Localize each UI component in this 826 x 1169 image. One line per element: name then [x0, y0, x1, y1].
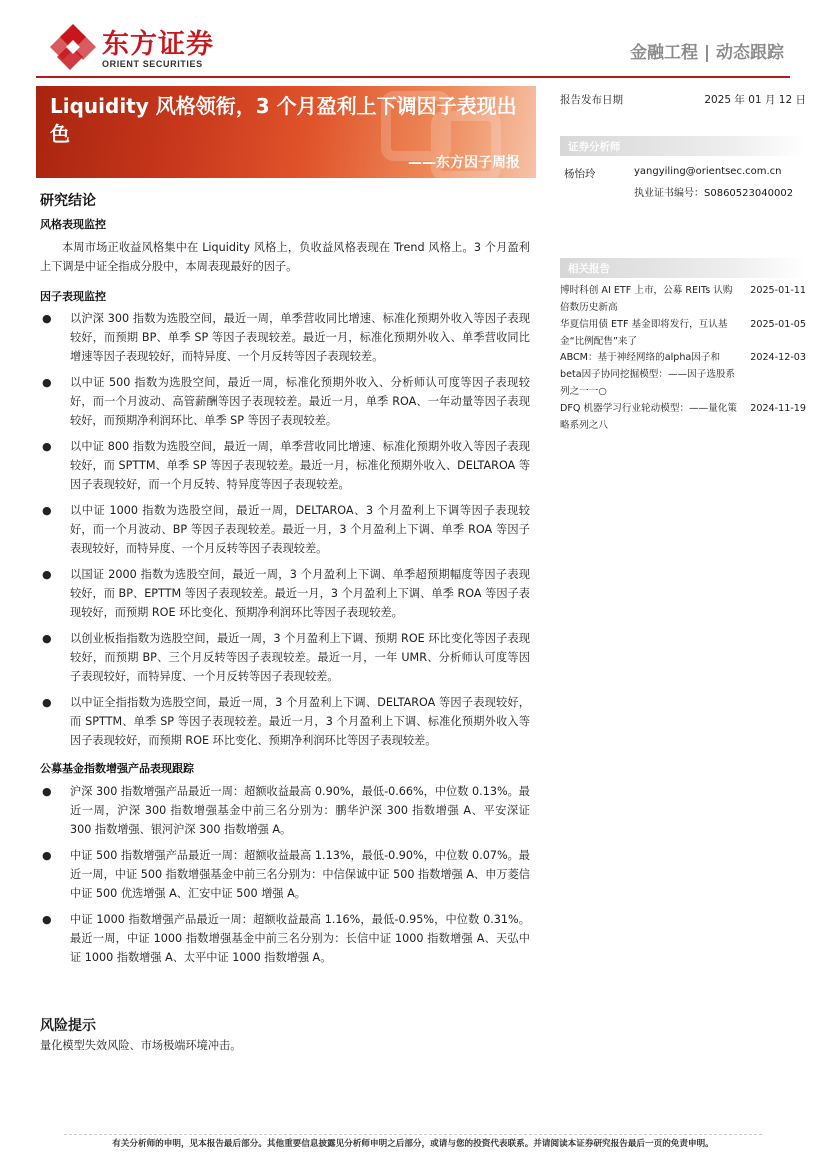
fund-bullet-list: [40, 782, 530, 967]
risk-text: 量化模型失效风险、市场极端环境冲击。: [40, 1039, 242, 1052]
logo-text-en: ORIENT SECURITIES: [102, 59, 203, 69]
factor-bullet-gz2000: [40, 565, 530, 622]
analyst-cert-number: 执业证书编号：S0860523040002: [634, 188, 794, 199]
bullet-text: 以沪深 300 指数为选股空间，最近一周，单季营收同比增速、标准化预期外收入等因子表现较好，而预期 BP、单季 SP 等因子表现较差。最近一月，标准化预期外收入、单季营收同比增速等因子表现较好，而特异度、一个月反转等因子表现较差。: [70, 312, 530, 363]
related-report-date: 2025-01-05: [750, 319, 806, 330]
bullet-dot-icon: ●: [42, 440, 52, 453]
footer-divider: [64, 1134, 762, 1135]
risk-heading: 风险提示: [40, 1018, 96, 1034]
related-report-item[interactable]: [560, 316, 806, 350]
related-report-item[interactable]: [560, 400, 806, 434]
related-report-title[interactable]: 华夏信用债 ETF 基金即将发行，互认基金“比例配售”来了: [560, 319, 728, 347]
related-report-date: 2024-11-19: [750, 403, 806, 414]
bullet-dot-icon: ●: [42, 632, 52, 645]
style-monitor-heading: 风格表现监控: [40, 218, 106, 231]
header-divider: [36, 76, 790, 78]
publish-date-row: [560, 92, 806, 107]
factor-bullet-zz1000: [40, 501, 530, 558]
related-report-date: 2024-12-03: [750, 352, 806, 363]
logo-mark-icon: [50, 24, 96, 70]
bullet-dot-icon: ●: [42, 849, 52, 862]
footer-disclaimer: 有关分析师的申明，见本报告最后部分。其他重要信息披露见分析师申明之后部分，或请与您的投资代表联系。并请阅读本证券研究报告最后一页的免责申明。: [112, 1139, 714, 1149]
related-report-title[interactable]: 博时科创 AI ETF 上市，公募 REITs 认购倍数历史新高: [560, 285, 733, 313]
bullet-dot-icon: ●: [42, 568, 52, 581]
bullet-text: 以创业板指指数为选股空间，最近一周，3 个月盈利上下调、预期 ROE 环比变化等因子表现较好，而预期 BP、三个月反转等因子表现较差。最近一月，一年 UMR、分析师认可度等因子表现较好，而特异度、一个月反转等因子表现较差。: [70, 632, 530, 683]
factor-bullet-cyb: [40, 629, 530, 686]
bullet-dot-icon: ●: [42, 696, 52, 709]
analyst-section-header: [560, 136, 806, 156]
bullet-dot-icon: ●: [42, 376, 52, 389]
bullet-text: 中证 1000 指数增强产品最近一周：超额收益最高 1.16%，最低-0.95%，中位数 0.31%。最近一周，中证 1000 指数增强基金中前三名分别为：长信中证 1000 指数增强 A、天弘中证 1000 指数增强 A、太平中证 1000 指数增强 A。: [70, 913, 530, 964]
bullet-text: 沪深 300 指数增强产品最近一周：超额收益最高 0.90%，最低-0.66%，中位数 0.13%。最近一周，沪深 300 指数增强基金中前三名分别为：鹏华沪深 300 指数增强 A、平安深证 300 指数增强、银河沪深 300 指数增强 A。: [70, 785, 530, 836]
analyst-email[interactable]: yangyiling@orientsec.com.cn: [634, 166, 782, 177]
factor-bullet-zzqz: [40, 693, 530, 750]
bullet-text: 中证 500 指数增强产品最近一周：超额收益最高 1.13%，最低-0.90%，中位数 0.07%。最近一周，中证 500 指数增强基金中前三名分别为：中信保诚中证 500 指数增强 A、申万菱信中证 500 优选增强 A、汇安中证 500 增强 A。: [70, 849, 530, 900]
bullet-dot-icon: ●: [42, 785, 52, 798]
bullet-text: 以国证 2000 指数为选股空间，最近一周，3 个月盈利上下调、单季超预期幅度等因子表现较好，而 BP、EPTTM 等因子表现较差。最近一月，3 个月盈利上下调、单季 ROA 等因子表现较好，而预期 ROE 环比变化、预期净利润环比等因子表现较差。: [70, 568, 530, 619]
factor-monitor-heading: 因子表现监控: [40, 290, 106, 303]
fund-bullet-zz1000: [40, 910, 530, 967]
related-report-title[interactable]: DFQ 机器学习行业轮动模型：——量化策略系列之八: [560, 403, 738, 431]
related-report-item[interactable]: [560, 282, 806, 316]
related-reports-title: 相关报告: [568, 263, 610, 275]
bullet-text: 以中证全指指数为选股空间，最近一周，3 个月盈利上下调、DELTAROA 等因子表现较好，而 SPTTM、单季 SP 等因子表现较差。最近一月，3 个月盈利上下调、标准化预期外收入等因子表现较好，而预期 ROE 环比变化、预期净利润环比等因子表现较差。: [70, 696, 530, 747]
related-reports-header: [560, 258, 806, 278]
related-report-date: 2025-01-11: [750, 285, 806, 296]
title-banner: [36, 86, 536, 178]
bullet-text: 以中证 500 指数为选股空间，最近一周，标准化预期外收入、分析师认可度等因子表现较好，而一个月波动、高管薪酬等因子表现较差。最近一月，单季 ROA、一年动量等因子表现较好，而预期净利润环比、单季 SP 等因子表现较差。: [70, 376, 530, 427]
related-report-item[interactable]: [560, 349, 806, 400]
report-section-label: 金融工程 | 动态跟踪: [629, 43, 784, 63]
bullet-text: 以中证 800 指数为选股空间，最近一周，单季营收同比增速、标准化预期外收入等因子表现较好，而 SPTTM、单季 SP 等因子表现较差。最近一月，标准化预期外收入、DELTAROA 等因子表现较好，而一个月反转、特异度等因子表现较差。: [70, 440, 530, 491]
factor-bullet-zz800: [40, 437, 530, 494]
bullet-text: 以中证 1000 指数为选股空间，最近一周，DELTAROA、3 个月盈利上下调等因子表现较好，而一个月波动、BP 等因子表现较差。最近一月，3 个月盈利上下调、单季 ROA 等因子表现较好，而特异度、一个月反转等因子表现较差。: [70, 504, 530, 555]
analyst-name: 杨怡玲: [564, 168, 596, 180]
fund-bullet-hs300: [40, 782, 530, 839]
logo-text-cn: 东方证券: [102, 29, 214, 60]
bullet-dot-icon: ●: [42, 312, 52, 325]
publish-date-label: 报告发布日期: [560, 94, 623, 106]
style-monitor-text: 本周市场正收益风格集中在 Liquidity 风格上，负收益风格表现在 Trend 风格上。3 个月盈利上下调是中证全指成分股中，本周表现最好的因子。: [40, 241, 530, 273]
report-title: Liquidity 风格领衔，3 个月盈利上下调因子表现出色: [50, 94, 517, 146]
bullet-dot-icon: ●: [42, 913, 52, 926]
fund-bullet-zz500: [40, 846, 530, 903]
main-content: [40, 190, 530, 967]
factor-bullet-hs300: [40, 309, 530, 366]
publish-date-value: 2025 年 01 月 12 日: [704, 94, 806, 106]
conclusion-heading: 研究结论: [40, 193, 96, 209]
company-logo: [50, 22, 230, 74]
factor-bullet-zz500: [40, 373, 530, 430]
report-series: ——东方因子周报: [408, 155, 520, 171]
factor-bullet-list: [40, 309, 530, 750]
fund-tracking-heading: 公募基金指数增强产品表现跟踪: [40, 762, 194, 775]
analyst-section-title: 证券分析师: [568, 141, 621, 153]
bullet-dot-icon: ●: [42, 504, 52, 517]
related-report-title[interactable]: ABCM：基于神经网络的alpha因子和beta因子协同挖掘模型：——因子选股系列之一一○: [560, 352, 736, 397]
